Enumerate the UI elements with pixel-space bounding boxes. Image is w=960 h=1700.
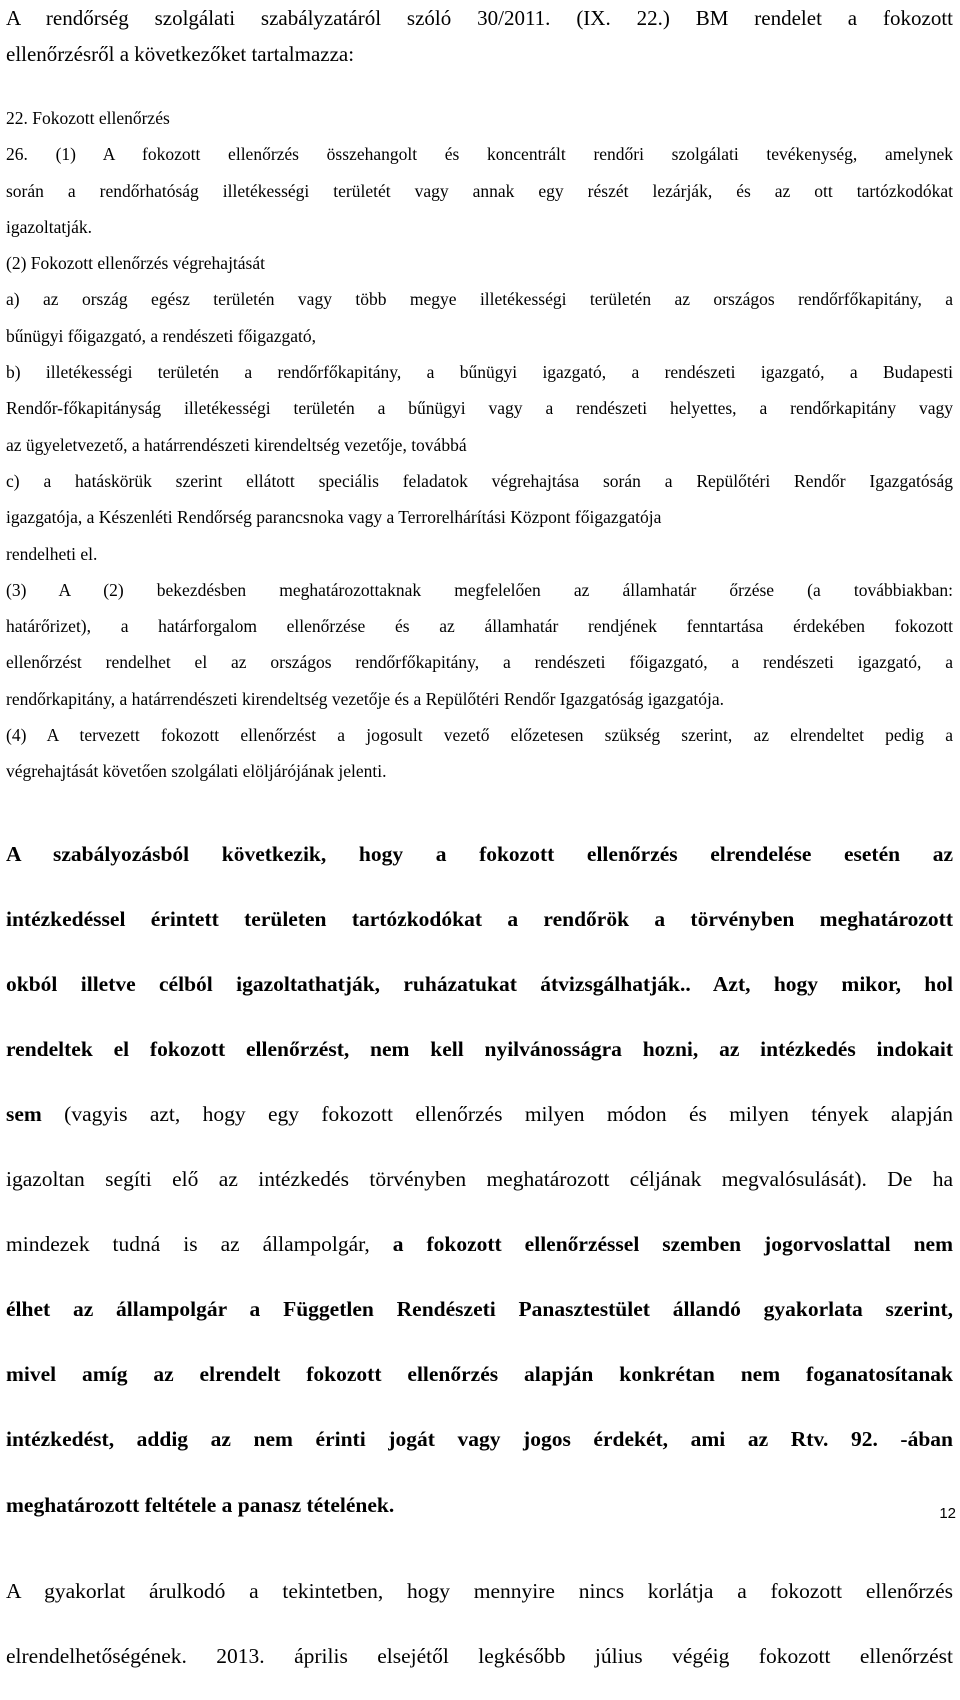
commentary-line: [6, 1028, 953, 1072]
normal-text: igazoltan segíti elő az intézkedés törvényben meghatározott céljának megvalósulását).: [6, 1167, 867, 1192]
closing-line: A gyakorlat árulkodó a tekintetben, hogy mennyire nincs korlátja a fokozott ellenőrzés: [6, 1579, 953, 1604]
quote-line: (4) A tervezett fokozott ellenőrzést a jogosult vezető előzetesen szükség szerint, az elrendeltet pedig a: [6, 725, 953, 746]
commentary-line: [6, 898, 953, 942]
intro-line: A rendőrség szolgálati szabályzatáról szóló 30/2011. (IX. 22.) BM rendelet a fokozott: [6, 6, 953, 30]
quote-line: végrehajtását követően szolgálati elöljárójának jelenti.: [6, 761, 387, 782]
bold-text: intézkedéssel érintett területen tartózkodókat a rendőrök a törvényben meghatározott: [6, 906, 953, 931]
normal-text: De ha: [866, 1167, 953, 1192]
quote-line: során a rendőrhatóság illetékességi területét vagy annak egy részét lezárják, és az ott tartózkodókat: [6, 180, 953, 201]
intro-paragraph: [6, 0, 953, 72]
quote-line: rendelheti el.: [6, 543, 98, 564]
bold-text: A szabályozásból következik, hogy a fokozott ellenőrzés elrendelése esetén az: [6, 841, 953, 866]
quote-line: rendőrkapitány, a határrendészeti kirendeltség vezetője és a Repülőtéri Rendőr Igazgatóság igazgatója.: [6, 688, 724, 709]
commentary-line: [6, 1158, 953, 1202]
normal-text: mindezek tudná is az állampolgár,: [6, 1232, 393, 1257]
closing-line: elrendelhetőségének. 2013. április elsejétől legkésőbb július végéig fokozott ellenőrzést: [6, 1644, 953, 1669]
bold-text: intézkedést, addig az nem érinti jogát vagy jogos érdekét, ami az Rtv. 92. -ában: [6, 1427, 953, 1452]
quote-line: igazgatója, a Készenléti Rendőrség parancsnoka vagy a Terrorelhárítási Központ főigazgatója: [6, 507, 662, 528]
quote-line: c) a hatáskörük szerint ellátott speciális feladatok végrehajtása során a Repülőtéri Rendőr Igazgatóság: [6, 470, 953, 491]
commentary-line: [6, 1093, 953, 1137]
bold-text: a fokozott ellenőrzéssel szemben jogorvoslattal nem: [392, 1232, 953, 1257]
regulation-quote: [6, 100, 953, 790]
commentary-line: [6, 1484, 953, 1528]
quote-line: (3) A (2) bekezdésben meghatározottaknak megfelelően az államhatár őrzése (a továbbiakban:: [6, 579, 953, 600]
closing-paragraph: [6, 1570, 953, 1679]
quote-line: Rendőr-főkapitányság illetékességi területén a bűnügyi vagy a rendészeti helyettes, a rendőrkapitány vagy: [6, 398, 953, 419]
commentary-paragraph: [6, 833, 953, 1528]
quote-line: ellenőrzést rendelhet el az országos rendőrfőkapitány, a rendészeti főigazgató, a rendészeti igazgató, a: [6, 652, 953, 673]
quote-line: határőrizet), a határforgalom ellenőrzése és az államhatár rendjének fenntartása érdekében fokozott: [6, 616, 953, 637]
commentary-line: [6, 1418, 953, 1462]
quote-line: b) illetékességi területén a rendőrfőkapitány, a bűnügyi igazgató, a rendészeti igazgató, a Budapesti: [6, 362, 953, 383]
quote-line: 26. (1) A fokozott ellenőrzés összehangolt és koncentrált rendőri szolgálati tevékenység, amelynek: [6, 144, 953, 165]
quote-line: az ügyeletvezető, a határrendészeti kirendeltség vezetője, továbbá: [6, 434, 467, 455]
commentary-line: [6, 1353, 953, 1397]
bold-text: mivel amíg az elrendelt fokozott ellenőrzés alapján konkrétan nem foganatosítanak: [6, 1362, 953, 1387]
quote-line: (2) Fokozott ellenőrzés végrehajtását: [6, 253, 265, 274]
bold-text: meghatározott feltétele a panasz tételének.: [6, 1492, 395, 1517]
commentary-line: [6, 963, 953, 1007]
document-page: [6, 0, 953, 1700]
commentary-line: [6, 1223, 953, 1267]
quote-line: igazoltatják.: [6, 216, 93, 237]
bold-text: sem: [6, 1102, 42, 1127]
intro-line: ellenőrzésről a következőket tartalmazza:: [6, 42, 355, 66]
bold-text: élhet az állampolgár a Független Rendészeti Panasztestület állandó gyakorlata szerint,: [6, 1297, 953, 1322]
section-heading: 22. Fokozott ellenőrzés: [6, 108, 170, 128]
page-number: 12: [939, 1505, 956, 1522]
commentary-line: [6, 833, 953, 877]
bold-text: rendeltek el fokozott ellenőrzést, nem kell nyilvánosságra hozni, az intézkedés indokait: [6, 1036, 953, 1061]
quote-line: bűnügyi főigazgató, a rendészeti főigazgató,: [6, 325, 317, 346]
commentary-line: [6, 1288, 953, 1332]
bold-text: okból illetve célból igazoltathatják, ruházatukat átvizsgálhatják.. Azt, hogy mikor, hol: [6, 971, 953, 996]
quote-line: a) az ország egész területén vagy több megye illetékességi területén az országos rendőrfőkapitány, a: [6, 289, 953, 310]
normal-text: (vagyis azt, hogy egy fokozott ellenőrzés milyen módon és milyen tények alapján: [41, 1102, 953, 1127]
